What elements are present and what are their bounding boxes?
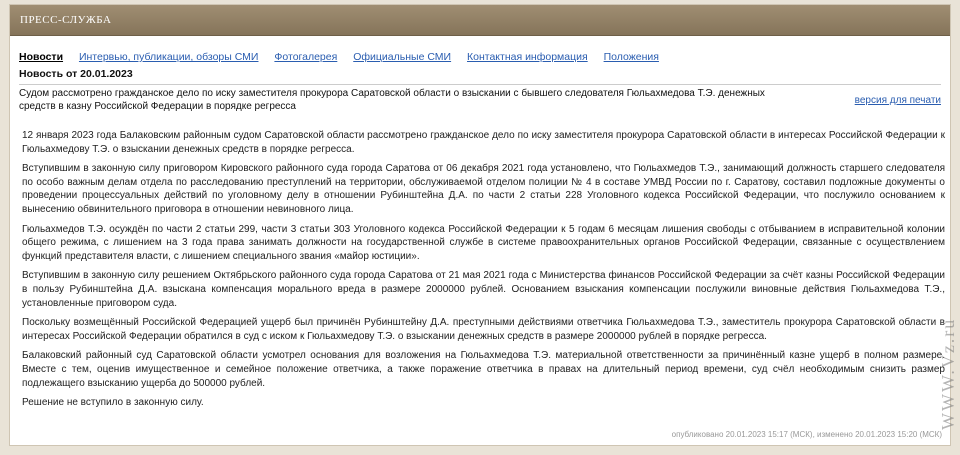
watermark: WWW.Vz.ru (938, 317, 958, 430)
paragraph: Балаковский районный суд Саратовской области усмотрел основания для возложения на Гюльахмедова Т.Э. материальной ответственности за причинённый казне ущерб в полном размере. Вместе с тем, оценив имущественное и семейное положение ответчика, а также поражение ответчика в правах на длительный период времени, суд счёл необходимым снизить размер подлежащего взысканию ущерба до 500000 рублей. (22, 350, 945, 389)
nav-contacts[interactable]: Контактная информация (467, 51, 588, 63)
section-nav (19, 51, 672, 63)
nav-photogallery[interactable]: Фотогалерея (274, 51, 338, 63)
news-summary: Судом рассмотрено гражданское дело по иску заместителя прокурора Саратовской области о взыскании с бывшего следователя Гюльахмедова Т.Э. денежных средств в казну Российской Федерации в порядке регресса (19, 88, 765, 112)
published-meta: опубликовано 20.01.2023 15:17 (МСК), изменено 20.01.2023 15:20 (МСК) (671, 430, 942, 439)
paragraph: Гюльахмедов Т.Э. осуждён по части 2 статьи 299, части 3 статьи 303 Уголовного кодекса Российской Федерации к 5 годам 6 месяцам лишения свободы с отбыванием в исправительной колонии общего режима, с лишением на 3 года права занимать должности на государственной службе в системе правоохранительных органов Российской Федерации, связанные с осуществлением функций представителя власти, с лишением специального звания «майор юстиции». (22, 223, 945, 262)
divider (19, 84, 941, 85)
news-heading: Новость от 20.01.2023 (19, 68, 133, 80)
nav-official-media[interactable]: Официальные СМИ (353, 51, 452, 63)
content-frame (9, 4, 951, 446)
nav-interviews[interactable]: Интервью, публикации, обзоры СМИ (78, 51, 259, 63)
paragraph: Поскольку возмещённый Российской Федерацией ущерб был причинён Рубинштейну Д.А. преступными действиями ответчика Гюльахмедова Т.Э., заместитель прокурора Саратовской области в интересах Российской Федерации обратился в суд с иском к Гюльахмедову Т.Э. о взыскании денежных средств в размере 2000000 рублей в порядке регресса. (22, 317, 945, 342)
print-version-link[interactable]: версия для печати (854, 95, 941, 106)
section-title: ПРЕСС-СЛУЖБА (20, 14, 112, 26)
paragraph: Решение не вступило в законную силу. (22, 397, 204, 409)
news-body (22, 129, 945, 416)
nav-regulations[interactable]: Положения (603, 51, 659, 63)
paragraph: 12 января 2023 года Балаковским районным судом Саратовской области рассмотрено гражданское дело по иску заместителя прокурора Саратовской области в интересах Российской Федерации к Гюльахмедову Т.Э. о взыскании денежных средств в порядке регресса. (22, 130, 945, 155)
section-header (10, 5, 950, 36)
nav-news[interactable]: Новости (19, 51, 64, 63)
paragraph: Вступившим в законную силу решением Октябрьского районного суда города Саратова от 21 мая 2021 года с Министерства финансов Российской Федерации за счёт казны Российской Федерации в пользу Рубинштейна Д.А. взыскана компенсация морального вреда в размере 2000000 рублей. Основанием взыскания компенсации послужили виновные действия Гюльахмедова Т.Э., установленные приговором суда. (22, 270, 945, 309)
paragraph: Вступившим в законную силу приговором Кировского районного суда города Саратова от 06 декабря 2021 года установлено, что Гюльахмедов Т.Э., занимающий должность старшего следователя по особо важным делам отдела по расследованию преступлений на территории, обслуживаемой отделом полиции № 4 в составе УМВД России по г. Саратову, составил подложные документы о проведении процессуальных действий по уголовному делу в отношении Рубинштейна Д.А. по части 2 статьи 228 Уголовного кодекса Российской Федерации, что послужило основанием к вынесению обвинительного приговора в отношении невиновного лица. (22, 163, 945, 215)
